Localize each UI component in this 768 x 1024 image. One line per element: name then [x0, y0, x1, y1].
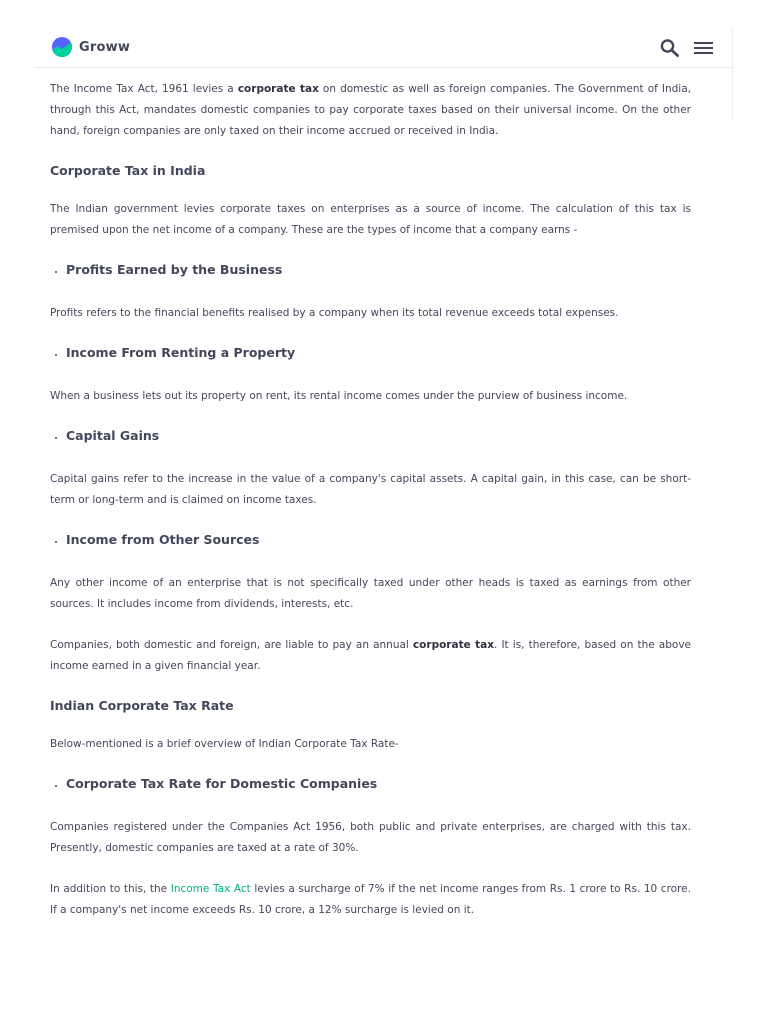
search-button[interactable] — [659, 38, 681, 58]
income-type-heading: • Capital Gains — [66, 427, 691, 444]
income-type-list — [50, 427, 691, 444]
income-type-paragraph: Profits refers to the financial benefits realised by a company when its total revenue exceeds total expenses. — [50, 307, 619, 319]
income-type-paragraph: Capital gains refer to the increase in the value of a company's capital assets. A capital gain, in this case, can be short-term or long-term and is claimed on income taxes. — [50, 473, 691, 506]
intro-text-start: The Income Tax Act, 1961 levies a — [50, 83, 238, 95]
search-icon — [659, 38, 681, 58]
intro-paragraph — [50, 79, 691, 142]
income-type-list — [50, 261, 691, 278]
overview-paragraph: Below-mentioned is a brief overview of Indian Corporate Tax Rate- — [50, 738, 399, 750]
surcharge-paragraph — [50, 879, 691, 921]
top-header — [35, 28, 733, 68]
header-divider — [732, 28, 733, 120]
liable-text-start: Companies, both domestic and foreign, are liable to pay an annual — [50, 639, 413, 651]
income-type-paragraph: Any other income of an enterprise that is not specifically taxed under other heads is taxed as earnings from other sources. It includes income from dividends, interests, etc. — [50, 577, 691, 610]
surcharge-text-end: levies a surcharge of 7% if the net income ranges from Rs. 1 crore to Rs. 10 crore. If a company's net income exceeds Rs. 10 crore, a 12% surcharge is levied on it. — [50, 883, 691, 916]
groww-logo-icon — [52, 37, 72, 57]
rate-subsection-list — [50, 775, 691, 792]
income-type-heading: • Profits Earned by the Business — [66, 261, 691, 278]
surcharge-text-start: In addition to this, the — [50, 883, 171, 895]
income-tax-act-link[interactable]: Income Tax Act — [170, 883, 251, 895]
article-body — [50, 79, 691, 947]
income-type-list — [50, 531, 691, 548]
liable-text-end: . It is, therefore, based on the above income earned in a given financial year. — [50, 639, 691, 672]
income-type-paragraph: When a business lets out its property on rent, its rental income comes under the purview of business income. — [50, 390, 628, 402]
intro-text-end: on domestic as well as foreign companies. The Government of India, through this Act, mandates domestic companies to pay corporate taxes based on their universal income. On the other hand, foreign companies are only taxed on their income accrued or received in India. — [50, 83, 691, 137]
liable-bold-term: corporate tax — [412, 639, 495, 651]
income-type-list — [50, 344, 691, 361]
liable-paragraph — [50, 635, 691, 677]
heading-indian-corporate-tax-rate: Indian Corporate Tax Rate — [50, 698, 234, 713]
domestic-rate-paragraph: Companies registered under the Companies Act 1956, both public and private enterprises, are charged with this tax. Presently, domestic companies are taxed at a rate of 30%. — [50, 821, 691, 854]
brand-name: Groww — [79, 39, 131, 55]
intro-bold-term: corporate tax — [237, 83, 319, 95]
hamburger-menu-icon — [693, 38, 715, 58]
income-type-heading: • Income From Renting a Property — [66, 344, 691, 361]
menu-button[interactable] — [693, 38, 715, 58]
income-type-heading: • Income from Other Sources — [66, 531, 691, 548]
domestic-rate-heading: • Corporate Tax Rate for Domestic Companies — [66, 775, 691, 792]
heading-corporate-tax-in-india: Corporate Tax in India — [50, 163, 206, 178]
govt-levies-paragraph: The Indian government levies corporate taxes on enterprises as a source of income. The calculation of this tax is premised upon the net income of a company. These are the types of income that a company earns - — [50, 203, 691, 236]
groww-logo[interactable] — [52, 37, 130, 57]
